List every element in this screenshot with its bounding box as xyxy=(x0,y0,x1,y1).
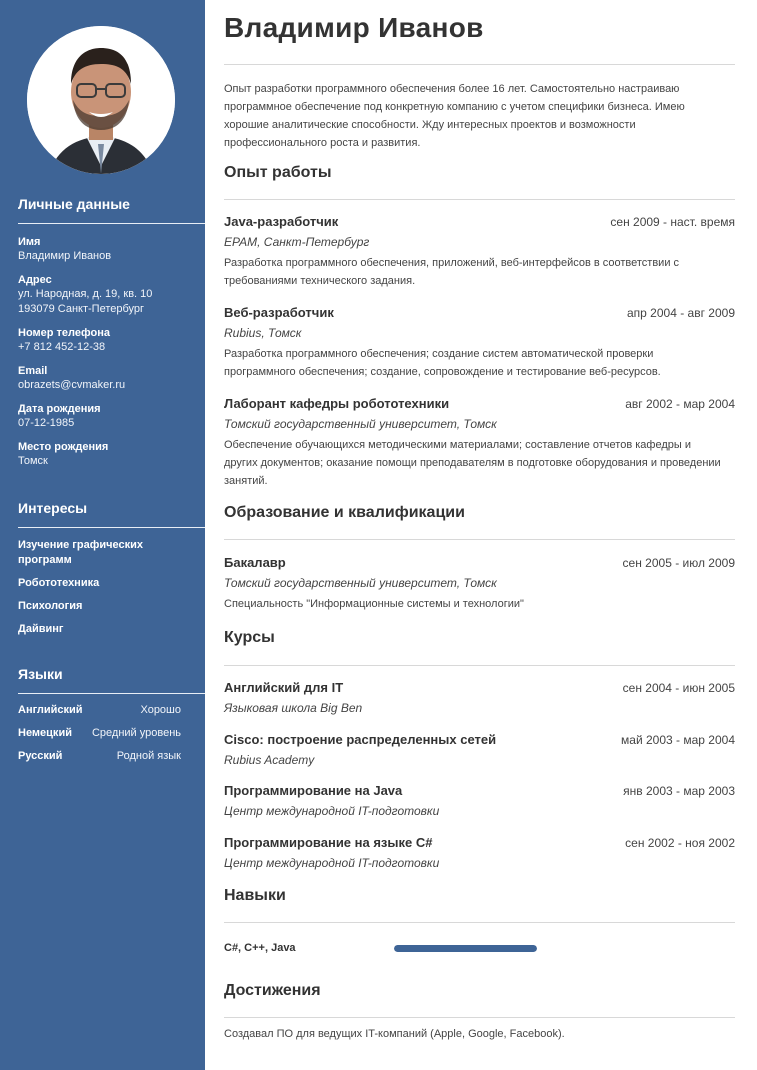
page-title: Владимир Иванов xyxy=(224,12,484,43)
entry-org: Языковая школа Big Ben xyxy=(224,701,363,715)
sidebar xyxy=(0,0,205,1070)
entry-title: Cisco: построение распределенных сетей xyxy=(224,732,497,747)
field-value: Владимир Иванов xyxy=(18,250,112,262)
entry-org: Rubius Academy xyxy=(224,753,315,767)
entry-dates: авг 2002 - мар 2004 xyxy=(625,397,735,411)
interest-item: Психология xyxy=(18,600,83,612)
entry-org: EPAM, Санкт-Петербург xyxy=(224,235,370,249)
field-value-line2: 193079 Санкт-Петербург xyxy=(18,303,145,315)
entry-org: Центр международной IT-подготовки xyxy=(224,856,440,870)
divider xyxy=(224,539,735,540)
language-row xyxy=(18,749,181,763)
field-birthdate xyxy=(18,402,205,431)
education-entry xyxy=(224,555,735,613)
skill-level-fill xyxy=(394,945,537,952)
entry-desc: Специальность "Информационные системы и технологии" xyxy=(224,598,524,610)
languages-title: Языки xyxy=(18,666,205,694)
languages-section xyxy=(18,666,205,763)
entry-org: Rubius, Томск xyxy=(224,326,302,340)
field-label: Место рождения xyxy=(18,441,109,453)
entry-dates: сен 2009 - наст. время xyxy=(610,215,735,229)
experience-title: Опыт работы xyxy=(224,164,332,181)
interest-item: Изучение графических программ xyxy=(18,539,143,566)
interest-item: Дайвинг xyxy=(18,623,64,635)
field-value: Томск xyxy=(18,455,48,467)
course-entry xyxy=(224,680,735,715)
achievements-title: Достижения xyxy=(224,982,321,999)
interests-section xyxy=(18,500,205,637)
entry-desc: Разработка программного обеспечения; создание систем автоматической проверки программного обеспечения; создание, сопровождение и тестирование веб-ресурсов. xyxy=(224,348,661,378)
interest-item: Робототехника xyxy=(18,577,100,589)
skills-title: Навыки xyxy=(224,887,286,904)
divider xyxy=(224,922,735,923)
language-level: Средний уровень xyxy=(91,727,181,739)
entry-dates: сен 2005 - июл 2009 xyxy=(622,556,735,570)
language-level: Родной язык xyxy=(116,750,181,762)
entry-title: Бакалавр xyxy=(224,555,286,570)
summary-text: Опыт разработки программного обеспечения более 16 лет. Самостоятельно настраиваю программное обеспечение под конкретную компанию с учетом специфики бизнеса. Имею хорошие аналитические способности. Жду интересных проектов и возможности профессионального роста и развития. xyxy=(224,83,685,149)
field-name xyxy=(18,235,205,264)
experience-entry xyxy=(224,305,735,381)
experience-entry xyxy=(224,214,735,290)
divider xyxy=(224,199,735,200)
entry-desc: Обеспечение обучающихся методическими материалами; составление отчетов кафедры и других документов; оказание помощи преподавателям в подготовке оборудования и проведении занятий. xyxy=(224,439,721,487)
language-name: Русский xyxy=(18,750,63,762)
interests-title: Интересы xyxy=(18,500,205,528)
field-address xyxy=(18,273,205,317)
field-value: 07-12-1985 xyxy=(18,417,75,429)
entry-title: Программирование на Java xyxy=(224,783,403,798)
entry-title: Программирование на языке C# xyxy=(224,835,433,850)
personal-data-title: Личные данные xyxy=(18,196,205,224)
language-row xyxy=(18,703,181,717)
entry-dates: сен 2002 - ноя 2002 xyxy=(625,836,735,850)
skill-level-bar xyxy=(394,945,537,952)
entry-dates: янв 2003 - мар 2003 xyxy=(623,784,735,798)
divider xyxy=(224,64,735,65)
field-birthplace xyxy=(18,440,205,469)
field-label: Адрес xyxy=(18,274,52,286)
person-photo-icon xyxy=(27,26,175,174)
personal-data-section xyxy=(18,196,205,469)
entry-org: Томский государственный университет, Томск xyxy=(224,576,497,590)
field-value: +7 812 452-12-38 xyxy=(18,341,106,353)
course-entry xyxy=(224,835,735,870)
courses-title: Курсы xyxy=(224,629,275,646)
field-label: Email xyxy=(18,365,48,377)
language-name: Немецкий xyxy=(18,727,72,739)
field-value: obrazets@cvmaker.ru xyxy=(18,379,126,391)
divider xyxy=(224,665,735,666)
entry-dates: апр 2004 - авг 2009 xyxy=(627,306,735,320)
language-level: Хорошо xyxy=(140,704,181,716)
avatar xyxy=(27,26,175,174)
entry-dates: май 2003 - мар 2004 xyxy=(621,733,735,747)
entry-title: Java-разработчик xyxy=(224,214,339,229)
entry-title: Веб-разработчик xyxy=(224,305,334,320)
course-entry xyxy=(224,783,735,818)
field-label: Номер телефона xyxy=(18,327,110,339)
education-title: Образование и квалификации xyxy=(224,504,465,521)
entry-title: Английский для IT xyxy=(224,680,344,695)
entry-title: Лаборант кафедры робототехники xyxy=(224,396,450,411)
skill-name: C#, C++, Java xyxy=(224,942,296,954)
course-entry xyxy=(224,732,735,767)
divider xyxy=(224,1017,735,1018)
field-value: ул. Народная, д. 19, кв. 10 xyxy=(18,288,153,300)
language-row xyxy=(18,726,181,740)
entry-dates: сен 2004 - июн 2005 xyxy=(622,681,735,695)
entry-desc: Разработка программного обеспечения, приложений, веб-интерфейсов в соответствии с требованиями технического задания. xyxy=(224,257,680,287)
language-name: Английский xyxy=(18,704,83,716)
field-label: Дата рождения xyxy=(18,403,101,415)
field-phone xyxy=(18,326,205,355)
experience-entry xyxy=(224,396,735,490)
field-label: Имя xyxy=(18,236,41,248)
field-email xyxy=(18,364,205,393)
entry-org: Томский государственный университет, Томск xyxy=(224,417,497,431)
achievement-text: Создавал ПО для ведущих IT-компаний (Apple, Google, Facebook). xyxy=(224,1028,565,1040)
entry-org: Центр международной IT-подготовки xyxy=(224,804,440,818)
